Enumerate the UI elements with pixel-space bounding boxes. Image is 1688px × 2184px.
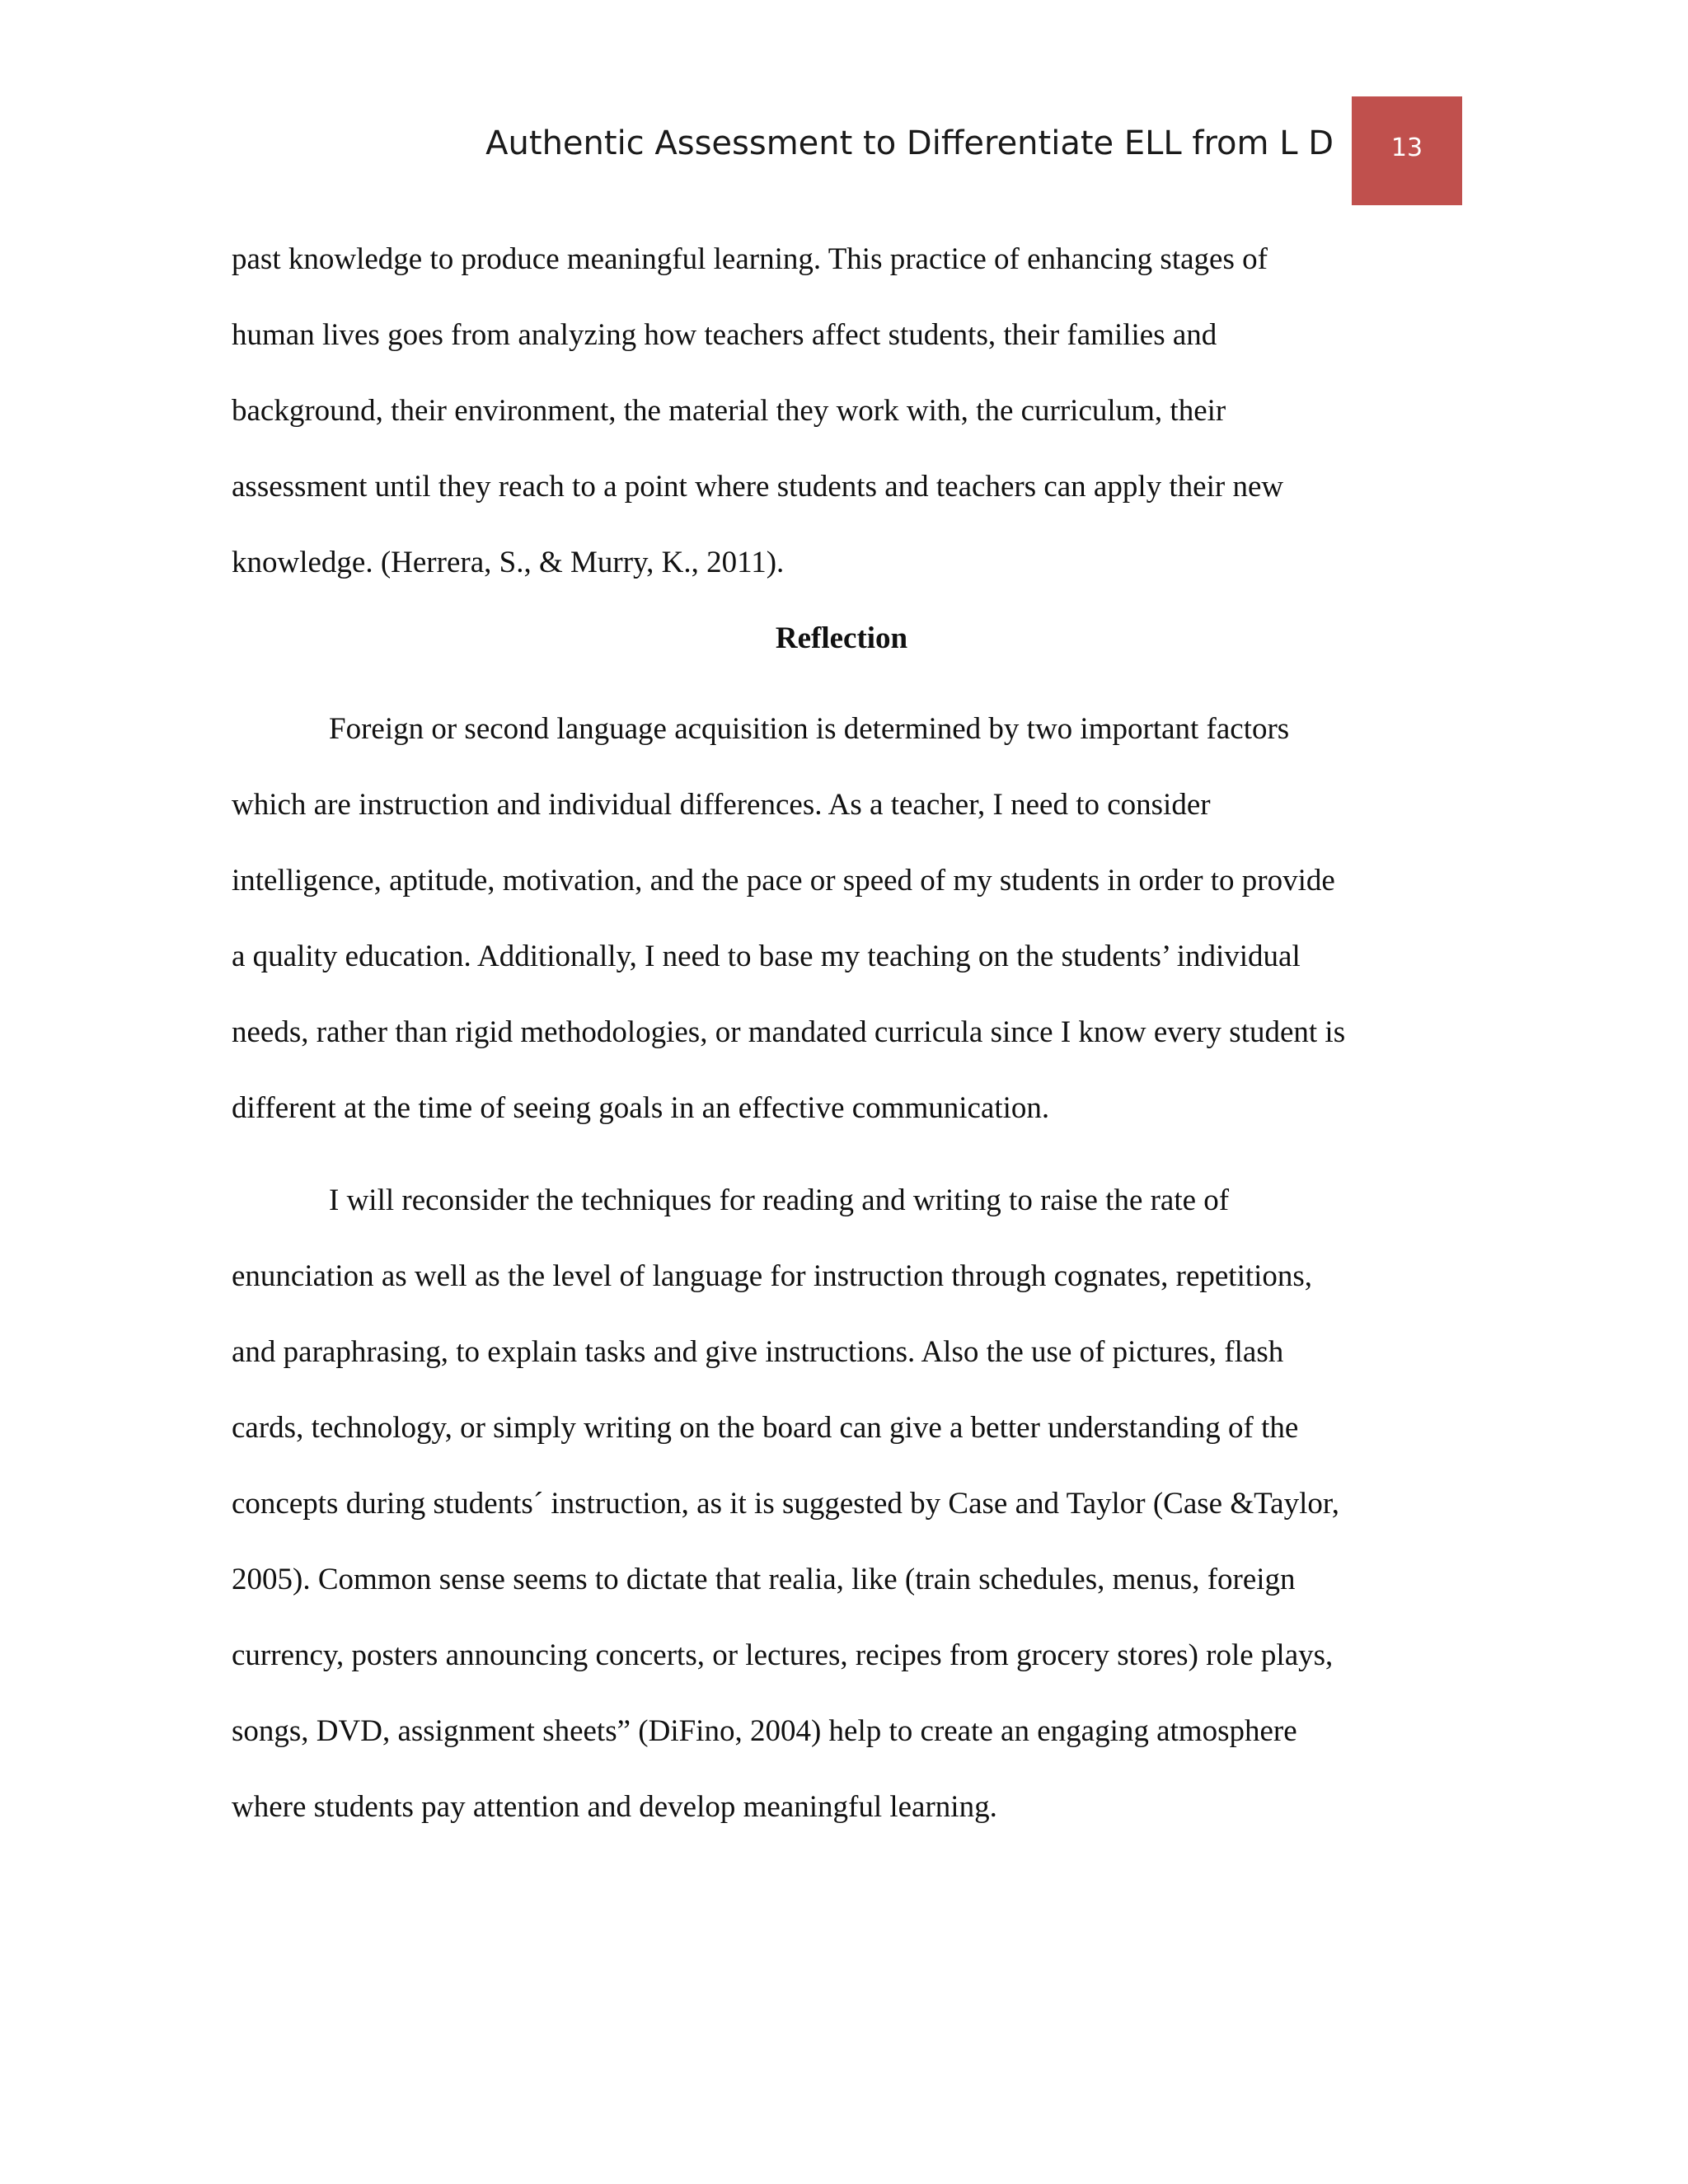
text-line: human lives goes from analyzing how teachers affect students, their families and bbox=[232, 318, 1217, 352]
section-heading: Reflection bbox=[775, 621, 908, 655]
text-line: currency, posters announcing concerts, or lectures, recipes from grocery stores) role plays, bbox=[232, 1638, 1334, 1672]
text-line: which are instruction and individual differences. As a teacher, I need to consider bbox=[232, 788, 1211, 822]
paragraph-reflection-1 bbox=[232, 710, 1451, 1165]
text-line: Foreign or second language acquisition is determined by two important factors bbox=[329, 712, 1290, 746]
running-head-title: Authentic Assessment to Differentiate ELL from L D bbox=[485, 124, 1334, 162]
text-line: cards, technology, or simply writing on the board can give a better understanding of the bbox=[232, 1411, 1299, 1445]
text-line: concepts during students´ instruction, as it is suggested by Case and Taylor (Case &Taylor, bbox=[232, 1487, 1339, 1521]
text-line: different at the time of seeing goals in an effective communication. bbox=[232, 1091, 1050, 1125]
text-line: past knowledge to produce meaningful learning. This practice of enhancing stages of bbox=[232, 242, 1268, 276]
text-line: enunciation as well as the level of language for instruction through cognates, repetitions, bbox=[232, 1259, 1313, 1293]
paragraph-continued bbox=[232, 241, 1451, 620]
document-body bbox=[232, 241, 1451, 1864]
page-number: 13 bbox=[1390, 134, 1423, 162]
text-line: intelligence, aptitude, motivation, and the pace or speed of my students in order to provide bbox=[232, 864, 1335, 898]
text-line: and paraphrasing, to explain tasks and give instructions. Also the use of pictures, flash bbox=[232, 1335, 1284, 1369]
paragraph-spacer bbox=[232, 1165, 1451, 1182]
text-line: needs, rather than rigid methodologies, or mandated curricula since I know every student is bbox=[232, 1015, 1346, 1049]
paragraph-reflection-2 bbox=[232, 1182, 1451, 1864]
text-line: 2005). Common sense seems to dictate that realia, like (train schedules, menus, foreign bbox=[232, 1563, 1296, 1596]
text-line: knowledge. (Herrera, S., & Murry, K., 2011). bbox=[232, 546, 785, 579]
page-number-badge bbox=[1352, 96, 1462, 205]
text-line: where students pay attention and develop meaningful learning. bbox=[232, 1790, 997, 1824]
text-line: a quality education. Additionally, I need to base my teaching on the students’ individual bbox=[232, 940, 1301, 973]
text-line: songs, DVD, assignment sheets” (DiFino, 2004) help to create an engaging atmosphere bbox=[232, 1714, 1297, 1748]
text-line: background, their environment, the material they work with, the curriculum, their bbox=[232, 394, 1226, 428]
text-line: assessment until they reach to a point where students and teachers can apply their new bbox=[232, 470, 1284, 504]
text-line: I will reconsider the techniques for reading and writing to raise the rate of bbox=[329, 1183, 1230, 1217]
